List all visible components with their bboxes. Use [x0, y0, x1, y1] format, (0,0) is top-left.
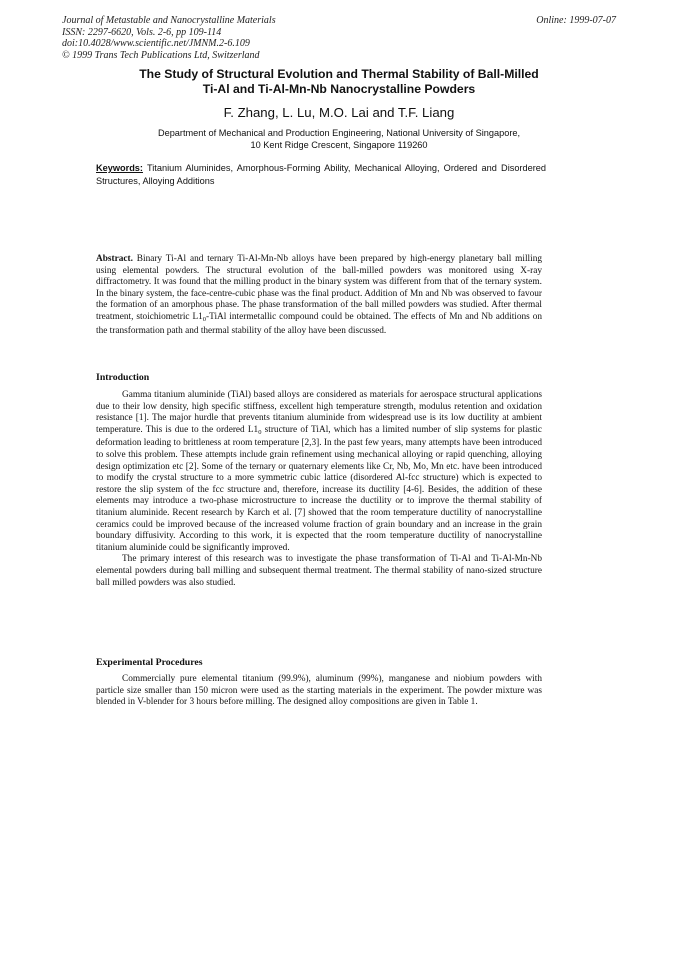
title-line-1: The Study of Structural Evolution and Thermal Stability of Ball-Milled — [139, 67, 539, 81]
keywords-label: Keywords: — [96, 163, 143, 173]
abstract-label: Abstract. — [96, 254, 133, 264]
introduction-body — [96, 390, 542, 589]
experimental-body — [96, 674, 542, 709]
journal-copyright: © 1999 Trans Tech Publications Ltd, Switzerland — [62, 49, 260, 61]
keywords-text: Titanium Aluminides, Amorphous-Forming Ability, Mechanical Alloying, Ordered and Disordered Structures, Alloying Additions — [96, 163, 546, 186]
keywords — [96, 162, 546, 187]
introduction-paragraph-2: The primary interest of this research was to investigate the phase transformation of Ti-Al and Ti-Al-Mn-Nb elemental powders during ball milling and subsequent thermal treatment. The thermal stability of nano-sized structure ball milled powders was also studied. — [96, 554, 542, 588]
affiliation — [70, 127, 608, 151]
journal-doi[interactable]: doi:10.4028/www.scientific.net/JMNM.2-6.109 — [62, 38, 250, 49]
abstract — [96, 254, 542, 337]
abstract-text-2: -TiAl intermetallic compound could be obtained. The effects of Mn and Nb additions on the transformation path and thermal stability of the alloy have been discussed. — [96, 311, 542, 336]
abstract-subscript: 0 — [202, 315, 207, 323]
intro-p1-part-b: structure of TiAl, which has a limited number of slip systems for plastic deformation leading to brittleness at room temperature [2,3]. In the past few years, many attempts have been introduced to solve this problem. These attempts include grain refinement using mechanical alloying or rapid quenching, alloying design optimization etc [2]. Some of the ternary or quaternary elements like Cr, Nb, Mo, Mn etc. have been introduced to modify the crystal structure to a more symmetric cubic lattice (disordered Al-fcc structure) which is expected to restore the slip system of the fcc structure and, therefore, increase its ductility [4-6]. Besides, the addition of these elements may introduce a two-phase microstructure to increase the ductility or to improve the thermal stability of titanium aluminide. Recent research by Karch et al. [7] showed that the room temperature ductility of nanocrystalline ceramics could be improved because of the increased volume fraction of grain boundary and an increase in the grain boundary diffusivity. According to this work, it is expected that the room temperature ductility of nanocrystalline titanium aluminide could be significantly improved. — [96, 424, 543, 553]
journal-name: Journal of Metastable and Nanocrystalline Materials — [62, 15, 276, 26]
journal-issn: ISSN: 2297-6620, Vols. 2-6, pp 109-114 — [62, 26, 222, 38]
experimental-heading: Experimental Procedures — [96, 657, 203, 668]
intro-p1-part-a: Gamma titanium aluminide (TiAl) based alloys are considered as materials for aerospace structural applications due to their low density, high specific stiffness, excellent high temperature strength, modulus retention and oxidation resistance [1]. The major hurdle that prevents titanium aluminide from widespread use is its low ductility at ambient temperature. This is due to the ordered L1 — [96, 390, 542, 435]
online-date: Online: 1999-07-07 — [536, 15, 616, 26]
experimental-paragraph-1: Commercially pure elemental titanium (99.9%), aluminum (99%), manganese and niobium powders with particle size smaller than 150 micron were used as the starting materials in the experiment. The powder mixture was blended in V-blender for 3 hours before milling. The designed alloy compositions are given in Table 1. — [96, 674, 542, 708]
authors: F. Zhang, L. Lu, M.O. Lai and T.F. Liang — [223, 105, 455, 120]
affiliation-line-2: 10 Kent Ridge Crescent, Singapore 119260 — [250, 140, 428, 150]
intro-p1-subscript: 0 — [258, 428, 262, 436]
abstract-text-1: Binary Ti-Al and ternary Ti-Al-Mn-Nb alloys have been prepared by high-energy planetary ball milling using elemental powders. The structural evolution of the ball-milled powders was monitored using X-ray diffractometry. It was found that the milling product in the binary system was different from that of the ternary system. In the binary system, the face-centre-cubic phase was the final product. Addition of Mn and Nb was observed to favour the formation of an amorphous phase. The phase transformation of the ball milled powders was studied. After thermal treatment, stoichiometric L1 — [96, 254, 542, 322]
title-line-2: Ti-Al and Ti-Al-Mn-Nb Nanocrystalline Powders — [202, 81, 476, 96]
introduction-heading: Introduction — [96, 372, 150, 383]
affiliation-line-1: Department of Mechanical and Production Engineering, National University of Singapore, — [157, 128, 521, 138]
journal-header — [62, 15, 276, 61]
introduction-paragraph-1 — [96, 390, 542, 554]
paper-title — [70, 67, 608, 96]
